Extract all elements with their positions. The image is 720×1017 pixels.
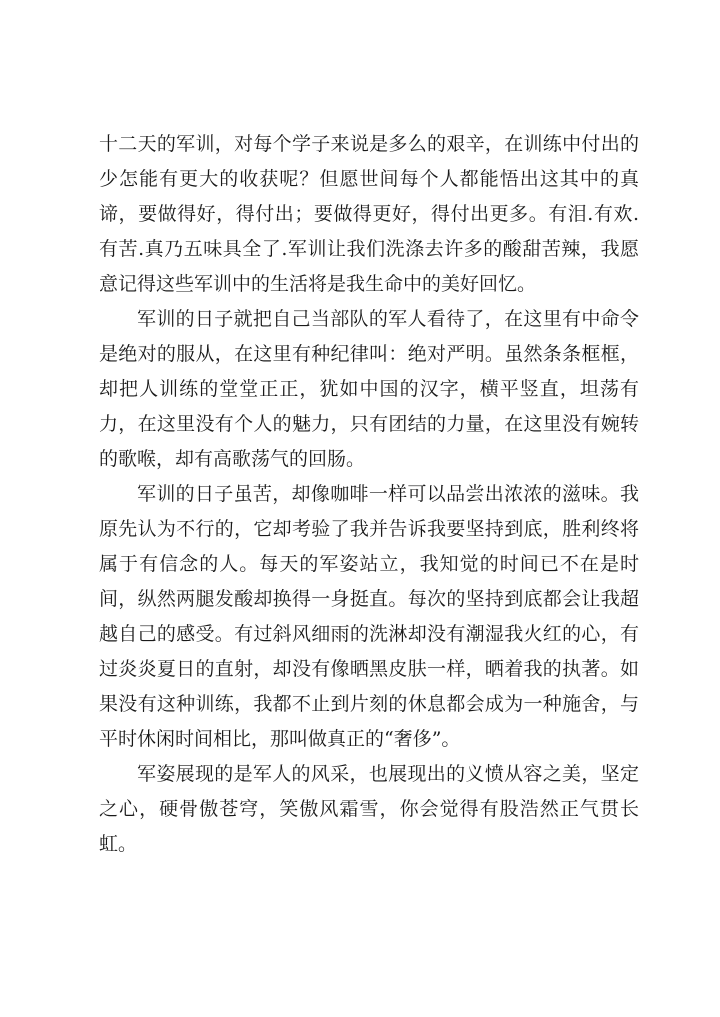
article-body [99, 127, 639, 862]
paragraph-2: 军训的日子就把自己当部队的军人看待了，在这里有中命令是绝对的服从，在这里有种纪律叫：绝对严明。虽然条条框框，却把人训练的堂堂正正，犹如中国的汉字，横平竖直，坦荡有力，在这里没有个人的魅力，只有团结的力量，在这里没有婉转的歌喉，却有高歌荡气的回肠。 [99, 308, 639, 470]
paragraph-4: 军姿展现的是军人的风采，也展现出的义愤从容之美，坚定之心，硬骨傲苍穹，笑傲风霜雪，你会觉得有股浩然正气贯长虹。 [99, 763, 639, 855]
paragraph-3: 军训的日子虽苦，却像咖啡一样可以品尝出浓浓的滋味。我原先认为不行的，它却考验了我并告诉我要坚持到底，胜利终将属于有信念的人。每天的军姿站立，我知觉的时间已不在是时间，纵然两腿发酸却换得一身挺直。每次的坚持到底都会让我超越自己的感受。有过斜风细雨的洗淋却没有潮湿我火红的心，有过炎炎夏日的直射，却没有像晒黑皮肤一样，晒着我的执著。如果没有这种训练，我都不止到片刻的休息都会成为一种施舍，与平时休闲时间相比，那叫做真正的“奢侈”。 [99, 483, 639, 750]
paragraph-1: 十二天的军训，对每个学子来说是多么的艰辛，在训练中付出的少怎能有更大的收获呢？但愿世间每个人都能悟出这其中的真谛，要做得好，得付出；要做得更好，得付出更多。有泪.有欢.有苦.真乃五味具全了.军训让我们洗涤去许多的酸甜苦辣，我愿意记得这些军训中的生活将是我生命中的美好回忆。 [99, 133, 639, 295]
